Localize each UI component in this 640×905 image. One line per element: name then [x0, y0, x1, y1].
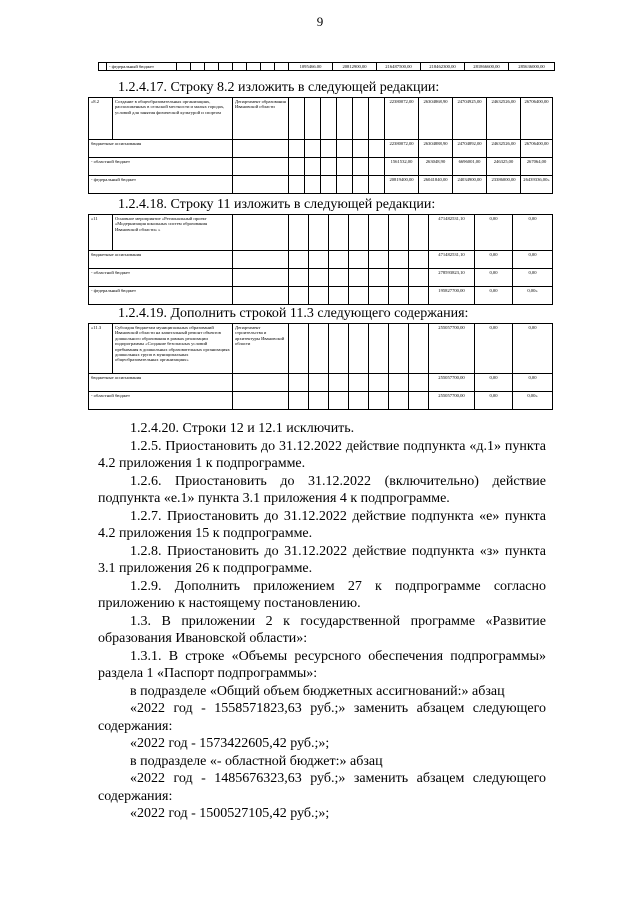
row-number: «8.2	[89, 98, 113, 140]
row-description: Создание в общеобразовательных организациях, расположенных в сельской местности и малых городах, условий для занятия физической культурой и спортом	[113, 98, 233, 140]
row-description: Основное мероприятие «Региональный проект «Модернизация школьных систем образования Ивановской области» »	[113, 215, 233, 251]
table-row: - федеральный бюджет 1095466.00 20812900,00 216487500,00 218462300,00 281866600,00 285636000,00	[99, 63, 555, 71]
paragraph: «2022 год - 1500527105,42 руб.;»;	[130, 806, 330, 821]
table-row: бюджетные ассигнования 22380072,00 26304888,90 24704892,00 24632526,00 26706400,00	[89, 140, 553, 158]
paragraph: 1.2.4.20. Строки 12 и 12.1 исключить.	[130, 421, 355, 436]
table-row: «11 Основное мероприятие «Региональный проект «Модернизация школьных систем образования Ивановской области» » 471482531,10 0,00 0,00	[89, 215, 553, 251]
heading-1-2-4-17: 1.2.4.17. Строку 8.2 изложить в следующей редакции:	[118, 80, 440, 95]
heading-1-2-4-19: 1.2.4.19. Дополнить строкой 11.3 следующего содержания:	[118, 306, 469, 321]
paragraph: в подразделе «- областной бюджет:» абзац	[130, 753, 383, 769]
table-row: бюджетные ассигнования 255057700,00 0,00 0,00	[89, 374, 553, 392]
row-description: Субсидия бюджетам муниципальных образований Ивановской области на капитальный ремонт объектов дошкольного образования в рамках реализации подпрограммы «Создание безопасных условий пребывания в дошкольных образовательных организациях дошкольных групп в муниципальных общеобразовательных организациях»	[113, 324, 233, 374]
page-number: 9	[316, 14, 324, 29]
row-executor: Департамент строительства и архитектуры Ивановской области	[233, 324, 289, 374]
table-row: бюджетные ассигнования 471482531,10 0,00 0,00	[89, 251, 553, 269]
paragraph: 1.2.7. Приостановить до 31.12.2022 действие подпункта «е» пункта 4.2 приложения 15 к подпрограмме.	[98, 508, 546, 541]
table-row: «8.2 Создание в общеобразовательных организациях, расположенных в сельской местности и малых городах, условий для занятия физической культурой и спортом Департамент образования Ивановской области 22380072,00 26304868,90 24704925,00 24632526,00 26706400,00	[89, 98, 553, 140]
table-row: «11.3 Субсидия бюджетам муниципальных образований Ивановской области на капитальный ремонт объектов дошкольного образования в рамках реализации подпрограммы «Создание безопасных условий пребывания в дошкольных образовательных организациях дошкольных групп в муниципальных общеобразовательных организациях» Департамент строительства и архитектуры Ивановской области 255057700,00 0,00 0,00	[89, 324, 553, 374]
row-number: «11	[89, 215, 113, 251]
document-body	[98, 420, 546, 823]
heading-1-2-4-18: 1.2.4.18. Строку 11 изложить в следующей редакции:	[118, 197, 436, 212]
table-prev-fragment	[98, 62, 555, 71]
row-label: - федеральный бюджет	[107, 63, 177, 71]
paragraph: в подразделе «Общий объем бюджетных ассигнований:» абзац	[130, 683, 505, 699]
paragraph: «2022 год - 1558571823,63 руб.;» заменить абзацем следующего содержания:	[98, 701, 546, 734]
paragraph: 1.2.6. Приостановить до 31.12.2022 (включительно) действие подпункта «е.1» пункта 3.1 приложения 4 к подпрограмме.	[98, 473, 546, 506]
table-row-11-3	[88, 323, 553, 410]
table-row-8-2	[88, 97, 553, 194]
table-row: - областной бюджет 1561532,00 263048,90 6696001,00 246325,00 267064,00	[89, 158, 553, 176]
paragraph: 1.2.9. Дополнить приложением 27 к подпрограмме согласно приложению к настоящему постановлению.	[98, 578, 546, 611]
table-row: - федеральный бюджет 195827700,00 0,00 0,00»	[89, 287, 553, 305]
row-number: «11.3	[89, 324, 113, 374]
paragraph: 1.2.8. Приостановить до 31.12.2022 действие подпункта «з» пункта 3.1 приложения 26 к подпрограмме.	[98, 543, 546, 576]
table-row: - федеральный бюджет 20819400,00 26041840,00 24034900,00 23386000,00 26439336,00»	[89, 176, 553, 194]
table-row: - областной бюджет 278593823,10 0,00 0,00	[89, 269, 553, 287]
paragraph: 1.3. В приложении 2 к государственной программе «Развитие образования Ивановской области»:	[98, 613, 546, 646]
paragraph: «2022 год - 1485676323,63 руб.;» заменить абзацем следующего содержания:	[98, 771, 546, 804]
table-row: - областной бюджет 255057700,00 0,00 0,00»	[89, 392, 553, 410]
paragraph: 1.2.5. Приостановить до 31.12.2022 действие подпункта «д.1» пункта 4.2 приложения 1 к подпрограмме.	[98, 438, 546, 471]
table-row-11	[88, 214, 553, 305]
row-executor: Департамент образования Ивановской области	[233, 98, 289, 140]
paragraph: «2022 год - 1573422605,42 руб.;»;	[130, 736, 330, 751]
paragraph: 1.3.1. В строке «Объемы ресурсного обеспечения подпрограммы» раздела 1 «Паспорт подпрограммы»:	[98, 648, 546, 681]
